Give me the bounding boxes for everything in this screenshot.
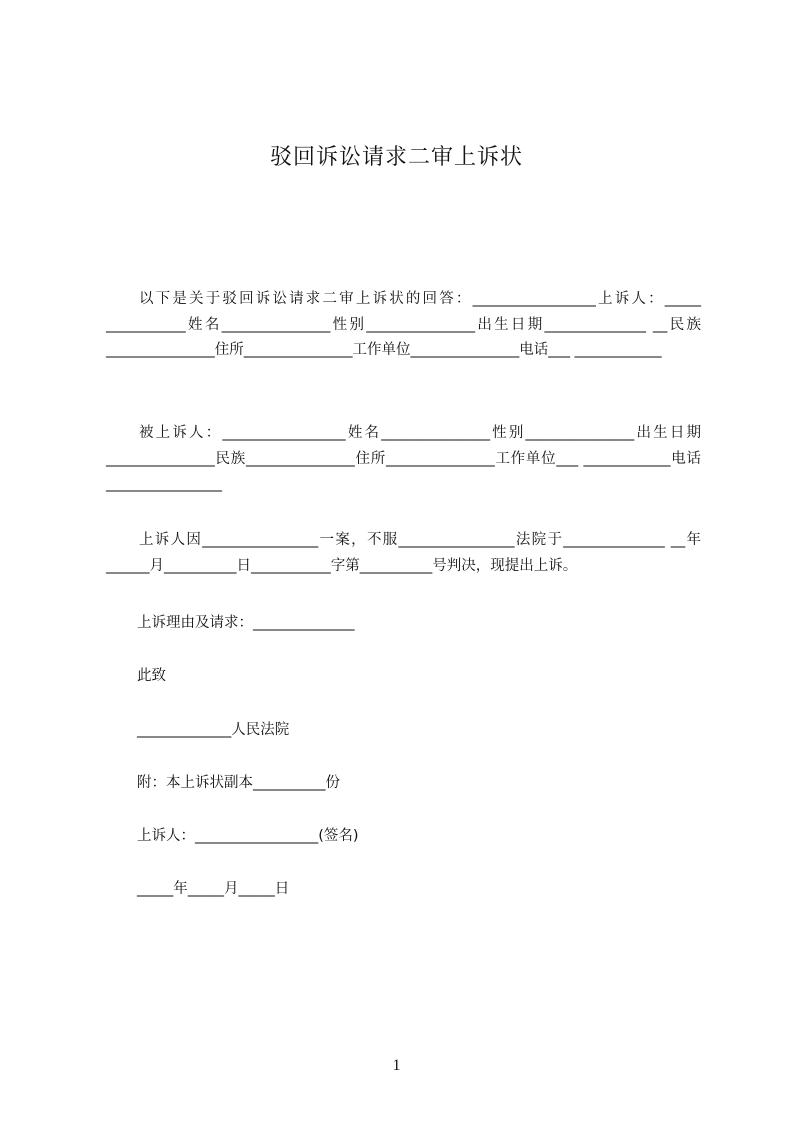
date-line: _____年_____月_____日	[137, 881, 290, 897]
page-number: 1	[392, 1057, 401, 1074]
appellee-info-paragraph: 被上诉人：_________________姓名_______________性别_______________出生日期_______________民族_______________住所_______________工作单位___ ____________电话________________	[106, 425, 701, 492]
salutation: 此致	[137, 668, 166, 684]
document-title: 驳回诉讼请求二审上诉状	[269, 145, 523, 170]
signature-line: 上诉人：_________________(签名)	[137, 828, 359, 844]
court-line: _____________人民法院	[137, 722, 290, 738]
attachment-line: 附：本上诉状副本__________份	[137, 775, 340, 791]
case-statement-paragraph: 上诉人因________________一案，不服________________法院于______________ __年______月__________日___________字第__________号判决，现提出上诉。	[106, 532, 701, 574]
appellant-info-paragraph: 以下是关于驳回诉讼请求二审上诉状的回答：_________________上诉人：_____ ___________姓名_______________性别_______________出生日期______________ __民族_______________住所_______________工作单位_______________电话___ ____________	[106, 291, 701, 358]
appeal-reasons-line: 上诉理由及请求：______________	[137, 615, 355, 631]
